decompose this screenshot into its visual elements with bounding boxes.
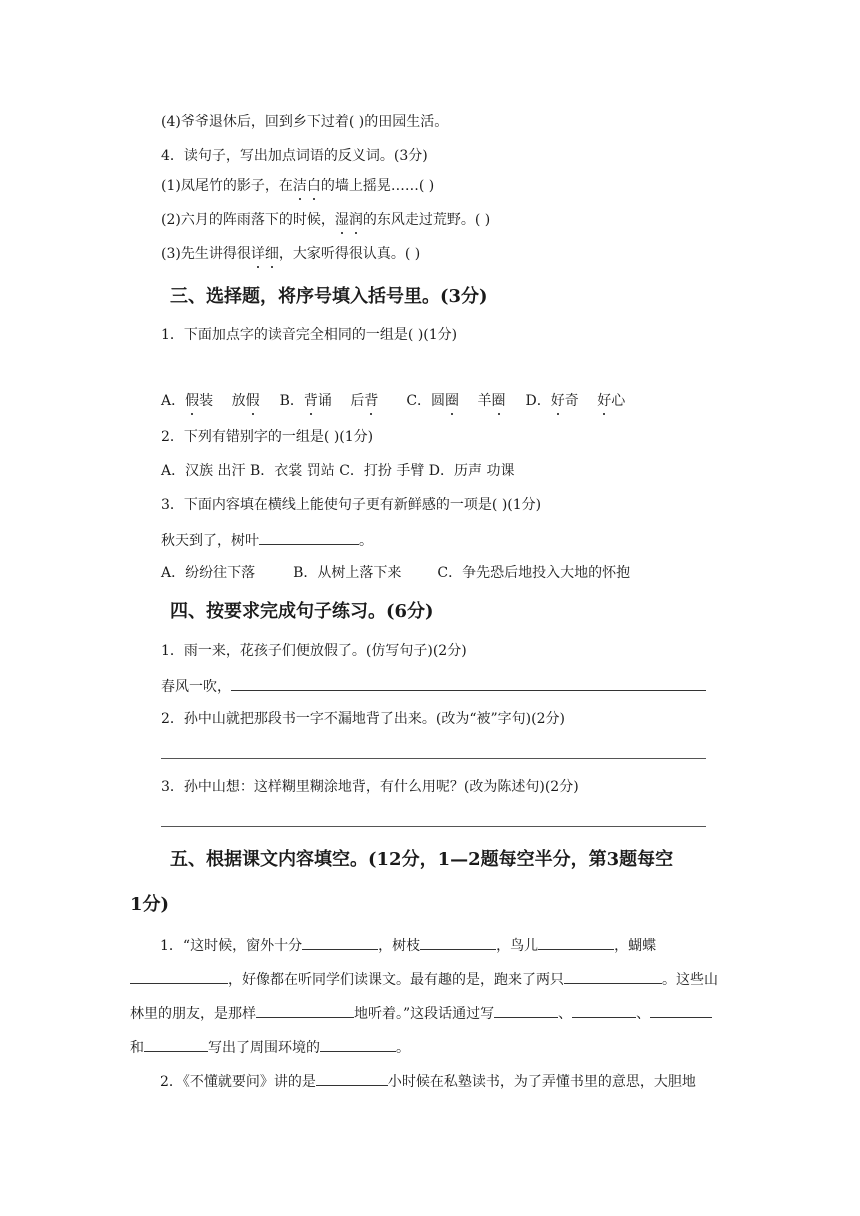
sec5-paragraph-1-line-2 xyxy=(130,969,730,989)
dotted-char: 白 xyxy=(306,178,321,194)
sec4-question-1: 1．雨一来，花孩子们便放假了。(仿写句子)(2分) xyxy=(161,643,467,659)
q4-3-text-a: (3)先生讲得很 xyxy=(161,246,251,262)
answer-line[interactable] xyxy=(161,758,706,759)
dotted-char: 洁 xyxy=(292,178,307,194)
sec5-paragraph-1-line-4 xyxy=(130,1037,730,1057)
text: ，鸟儿 xyxy=(496,938,539,954)
text: 小时候在私塾读书，为了弄懂书里的意思，大胆地 xyxy=(387,1074,696,1090)
option-a: A．纷纷往下落 xyxy=(161,565,256,581)
sec4-question-2: 2．孙中山就把那段书一字不漏地背了出来。(改为“被”字句)(2分) xyxy=(161,711,565,727)
text: ，蝴蝶 xyxy=(614,938,657,954)
option-c: C．争先恐后地投入大地的怀抱 xyxy=(437,565,631,581)
dotted-char: 背 xyxy=(303,393,318,409)
answer-blank[interactable] xyxy=(538,935,614,950)
text: 林里的朋友，是那样 xyxy=(130,1006,256,1022)
answer-blank[interactable] xyxy=(564,969,662,984)
dotted-char: 假 xyxy=(245,393,260,409)
text: ，好像都在听同学们读课文。最有趣的是，跑来了两只 xyxy=(228,972,564,988)
text: 、 xyxy=(636,1006,651,1022)
dotted-char: 详 xyxy=(250,246,265,262)
dotted-char: 润 xyxy=(348,212,363,228)
answer-blank[interactable] xyxy=(144,1037,208,1052)
sec3-question-3-stem xyxy=(161,530,373,550)
answer-blank[interactable] xyxy=(572,1003,636,1018)
text: 。这些山 xyxy=(662,972,718,988)
answer-blank[interactable] xyxy=(650,1003,712,1018)
q3-stem-end: 。 xyxy=(359,533,373,549)
q4-2-text-a: (2)六月的阵雨落下的时候， xyxy=(161,212,335,228)
section-5-heading-line-2: 1分) xyxy=(130,894,170,915)
q4-3-text-b: ，大家听得很认真。( ) xyxy=(278,246,421,262)
sec3-question-1-options xyxy=(161,392,625,410)
answer-blank[interactable] xyxy=(494,1003,558,1018)
question-3-4: (4)爷爷退休后，回到乡下过着( )的田园生活。 xyxy=(161,114,449,130)
sec5-paragraph-1-line-3 xyxy=(130,1003,730,1023)
sec5-paragraph-1-line-1 xyxy=(160,935,730,955)
answer-blank[interactable] xyxy=(316,1071,388,1086)
q4-1-dotted-word xyxy=(293,178,321,194)
answer-line[interactable] xyxy=(231,676,706,691)
dotted-char: 假 xyxy=(185,393,200,409)
answer-blank[interactable] xyxy=(420,935,496,950)
text: 地听着。”这段话通过写 xyxy=(354,1006,495,1022)
answer-blank[interactable] xyxy=(259,530,359,545)
q3-stem-text: 秋天到了，树叶 xyxy=(161,533,259,549)
q4-1-text-b: 的墙上摇晃……( ) xyxy=(320,178,435,194)
text: ，树枝 xyxy=(378,938,421,954)
text: 、 xyxy=(558,1006,573,1022)
sec3-question-1: 1．下面加点字的读音完全相同的一组是( )(1分) xyxy=(161,327,458,343)
sec4-question-3: 3．孙中山想：这样糊里糊涂地背，有什么用呢？(改为陈述句)(2分) xyxy=(161,779,579,795)
sec4-question-1-stem xyxy=(161,676,706,696)
text: 写出了周围环境的 xyxy=(208,1040,320,1056)
text: 1．“这时候，窗外十分 xyxy=(160,938,303,954)
text: 。 xyxy=(396,1040,410,1056)
answer-blank[interactable] xyxy=(320,1037,396,1052)
dotted-char: 湿 xyxy=(334,212,349,228)
section-3-heading: 三、选择题，将序号填入括号里。(3分) xyxy=(170,286,488,307)
sec3-question-2: 2．下列有错别字的一组是( )(1分) xyxy=(161,429,374,445)
dotted-char: 圈 xyxy=(491,393,506,409)
answer-blank[interactable] xyxy=(130,969,228,984)
sec3-question-3: 3．下面内容填在横线上能使句子更有新鲜感的一项是( )(1分) xyxy=(161,497,542,513)
answer-blank[interactable] xyxy=(256,1003,354,1018)
q4-2-text-b: 的东风走过荒野。( ) xyxy=(362,212,491,228)
q4-1-text-a: (1)凤尾竹的影子，在 xyxy=(161,178,293,194)
dotted-char: 好 xyxy=(550,393,565,409)
question-4-title: 4．读句子，写出加点词语的反义词。(3分) xyxy=(161,148,428,164)
question-4-1 xyxy=(161,177,434,195)
dotted-char: 好 xyxy=(597,393,612,409)
answer-line[interactable] xyxy=(161,826,706,827)
text: 2．《不懂就要问》讲的是 xyxy=(160,1074,316,1090)
sec5-paragraph-2 xyxy=(160,1071,760,1091)
question-4-3 xyxy=(161,245,420,263)
option-b: B．从树上落下来 xyxy=(293,565,402,581)
section-5-heading-line-1: 五、根据课文内容填空。(12分，1—2题每空半分，第3题每空 xyxy=(170,849,674,870)
q1-stem-text: 春风一吹， xyxy=(161,679,231,695)
dotted-char: 细 xyxy=(264,246,279,262)
option-a: A．假装 放假 xyxy=(161,393,260,409)
question-4-2 xyxy=(161,211,490,229)
dotted-char: 背 xyxy=(364,393,379,409)
sec3-question-3-options xyxy=(161,564,630,582)
section-4-heading: 四、按要求完成句子练习。(6分) xyxy=(170,601,434,622)
option-c: C．圆圈 羊圈 xyxy=(406,393,506,409)
dotted-char: 圈 xyxy=(445,393,460,409)
option-d: D．好奇 好心 xyxy=(525,393,626,409)
answer-blank[interactable] xyxy=(302,935,378,950)
option-b: B．背诵 后背 xyxy=(279,393,379,409)
text: 和 xyxy=(130,1040,144,1056)
sec3-question-2-options: A．汉族 出汗 B．衣裳 罚站 C．打扮 手臂 D．历声 功课 xyxy=(161,463,515,479)
